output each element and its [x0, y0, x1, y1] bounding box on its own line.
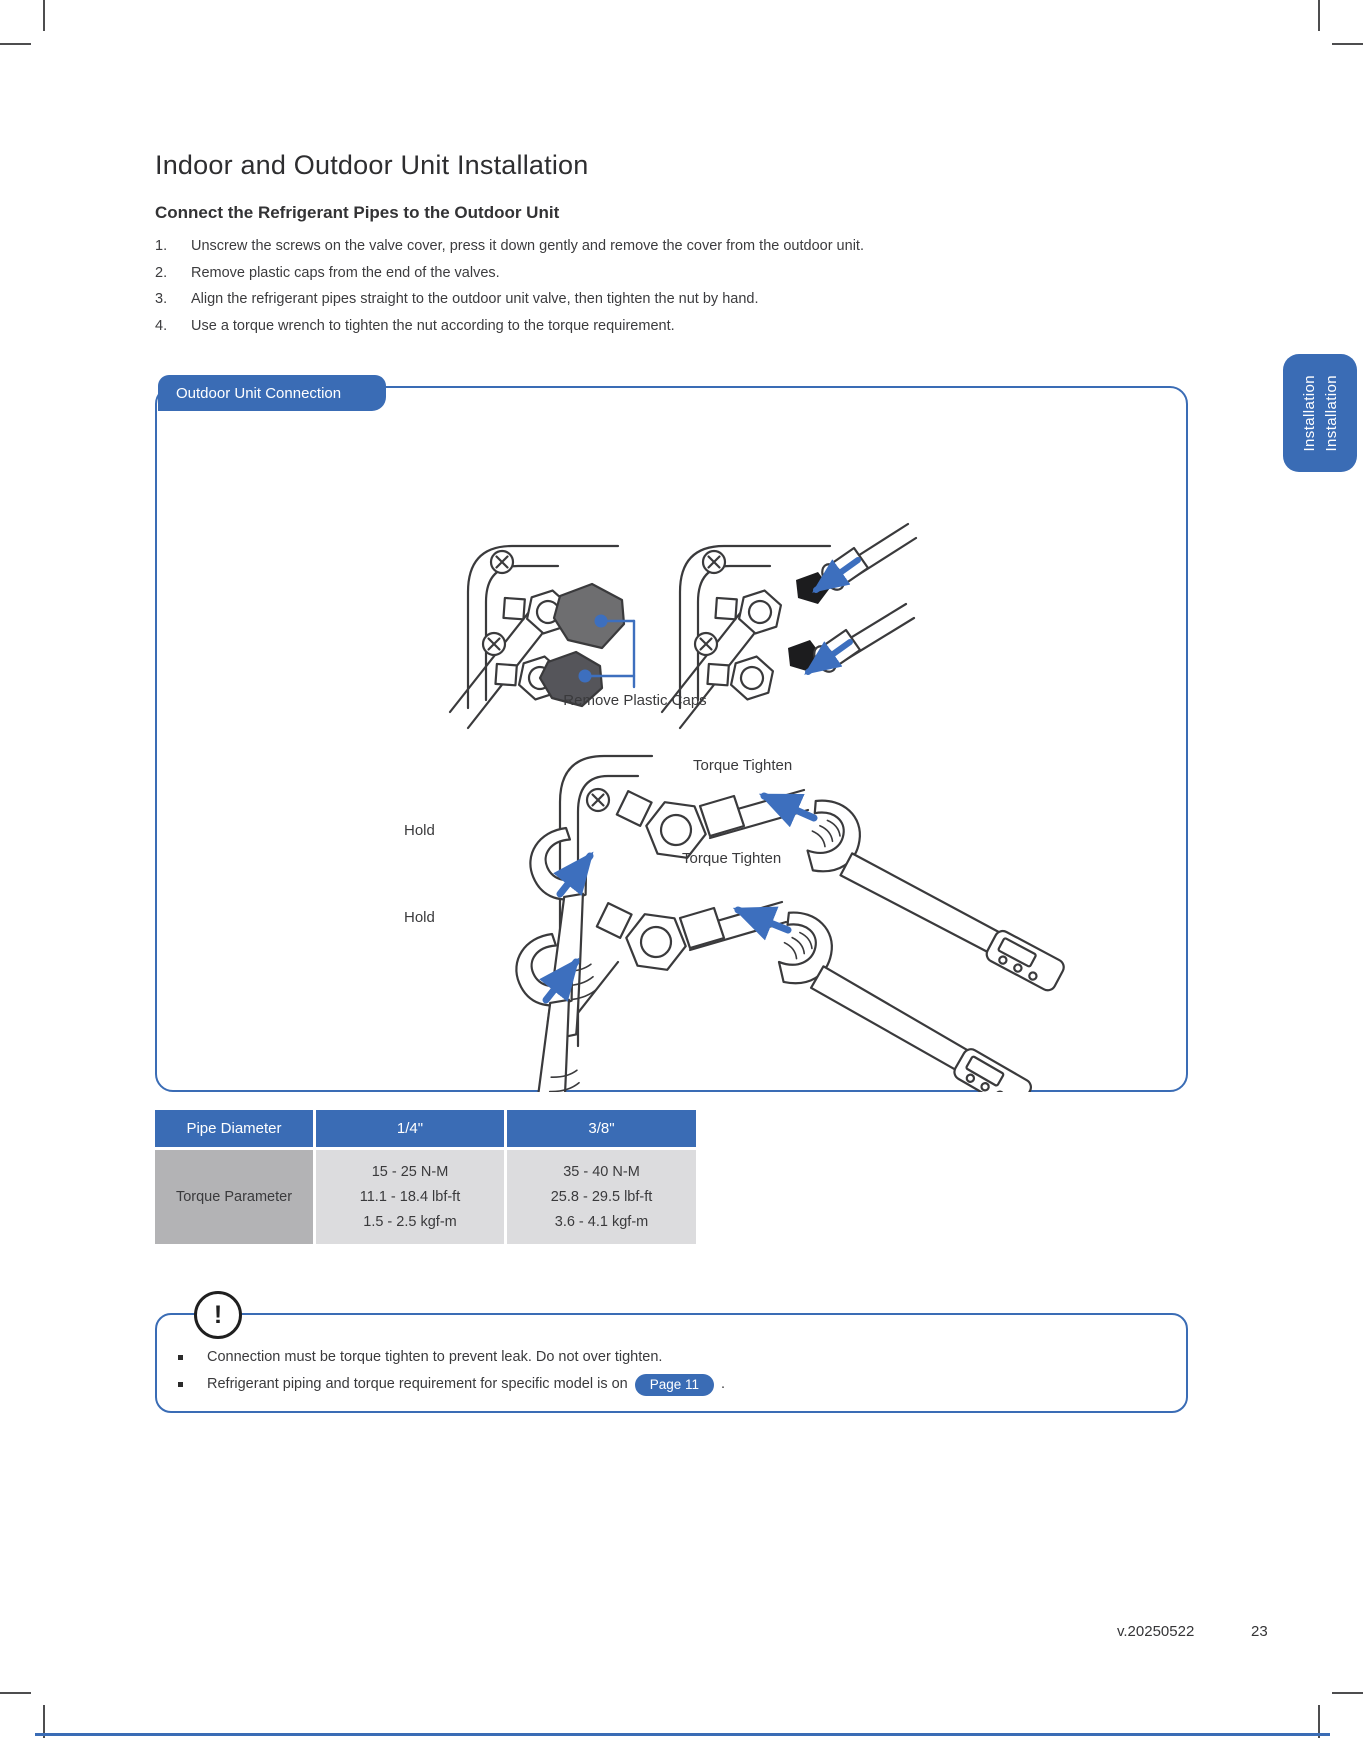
torque-table-body-row [155, 1150, 696, 1244]
hold-label-2: Hold [404, 909, 435, 926]
step-number: 2. [155, 264, 168, 281]
torque-value: 35 - 40 N-M [563, 1163, 640, 1180]
crop-mark-bottom-right-h [1332, 1692, 1363, 1694]
page-title: Indoor and Outdoor Unit Installation [155, 150, 589, 180]
crop-mark-top-left-v [43, 0, 45, 31]
torque-value: 3.6 - 4.1 kgf-m [554, 1213, 649, 1230]
step-number: 3. [155, 291, 168, 307]
footer-accent-line [35, 1733, 1330, 1736]
note-bullet-2-period: . [721, 1376, 726, 1392]
torque-value: 1.5 - 2.5 kgf-m [363, 1213, 457, 1230]
remove-plastic-caps-label: Remove Plastic Caps [563, 692, 707, 709]
note-bullet-1-text: Connection must be torque tighten to prevent leak. Do not over tighten. [207, 1349, 663, 1365]
torque-table [155, 1110, 696, 1244]
section-heading: Connect the Refrigerant Pipes to the Outdoor Unit [155, 203, 560, 222]
step-number: 1. [155, 238, 168, 254]
torque-value: 25.8 - 29.5 lbf-ft [550, 1188, 653, 1205]
table-cell-quarter-values [316, 1150, 504, 1244]
page-11-link[interactable]: Page 11 [635, 1374, 714, 1396]
table-row-label: Torque Parameter [155, 1150, 313, 1244]
torque-tighten-label-2: Torque Tighten [682, 850, 782, 867]
installation-tab-label-1: Installation [1300, 374, 1318, 452]
note-content [178, 1344, 1158, 1398]
footer-version: v.20250522 [1117, 1623, 1195, 1640]
step-item [155, 260, 915, 287]
crop-mark-top-left-h [0, 43, 31, 45]
bullet-square-icon [178, 1382, 183, 1387]
crop-mark-top-right-v [1318, 0, 1320, 31]
step-list [155, 233, 915, 339]
step-text: Unscrew the screws on the valve cover, press it down gently and remove the cover from the outdoor unit. [191, 238, 864, 254]
step-item [155, 286, 915, 313]
exclamation-icon: ! [194, 1291, 242, 1339]
step-number: 4. [155, 317, 168, 334]
torque-table-header-row [155, 1110, 696, 1147]
footer-page-number: 23 [1251, 1623, 1268, 1640]
crop-mark-top-right-h [1332, 43, 1363, 45]
step-text: Remove plastic caps from the end of the valves. [191, 264, 500, 281]
torque-tighten-label-1: Torque Tighten [693, 757, 793, 774]
table-cell-three-eighths-values [507, 1150, 696, 1244]
step-item [155, 313, 915, 340]
torque-value: 11.1 - 18.4 lbf-ft [359, 1188, 461, 1205]
hold-label-1: Hold [404, 822, 435, 839]
bullet-square-icon [178, 1355, 183, 1360]
note-bullet-1 [178, 1344, 1158, 1371]
torque-value: 15 - 25 N-M [371, 1163, 449, 1180]
step-item [155, 233, 915, 260]
table-header-quarter-inch: 1/4" [316, 1110, 504, 1147]
step-text: Align the refrigerant pipes straight to the outdoor unit valve, then tighten the nut by hand. [191, 291, 759, 307]
step-text: Use a torque wrench to tighten the nut according to the torque requirement. [191, 317, 675, 334]
table-header-three-eighths-inch: 3/8" [507, 1110, 696, 1147]
table-header-pipe-diameter: Pipe Diameter [155, 1110, 313, 1147]
installation-tab-label-2: Installation [1322, 374, 1340, 452]
valve-connection-illustration [155, 386, 1188, 1092]
note-bullet-2 [178, 1371, 1158, 1398]
diagram-box-tab-label: Outdoor Unit Connection [176, 384, 342, 402]
crop-mark-bottom-left-h [0, 1692, 31, 1694]
note-bullet-2-text: Refrigerant piping and torque requirement for specific model is on [207, 1376, 628, 1392]
installation-chapter-tab [1283, 354, 1357, 472]
